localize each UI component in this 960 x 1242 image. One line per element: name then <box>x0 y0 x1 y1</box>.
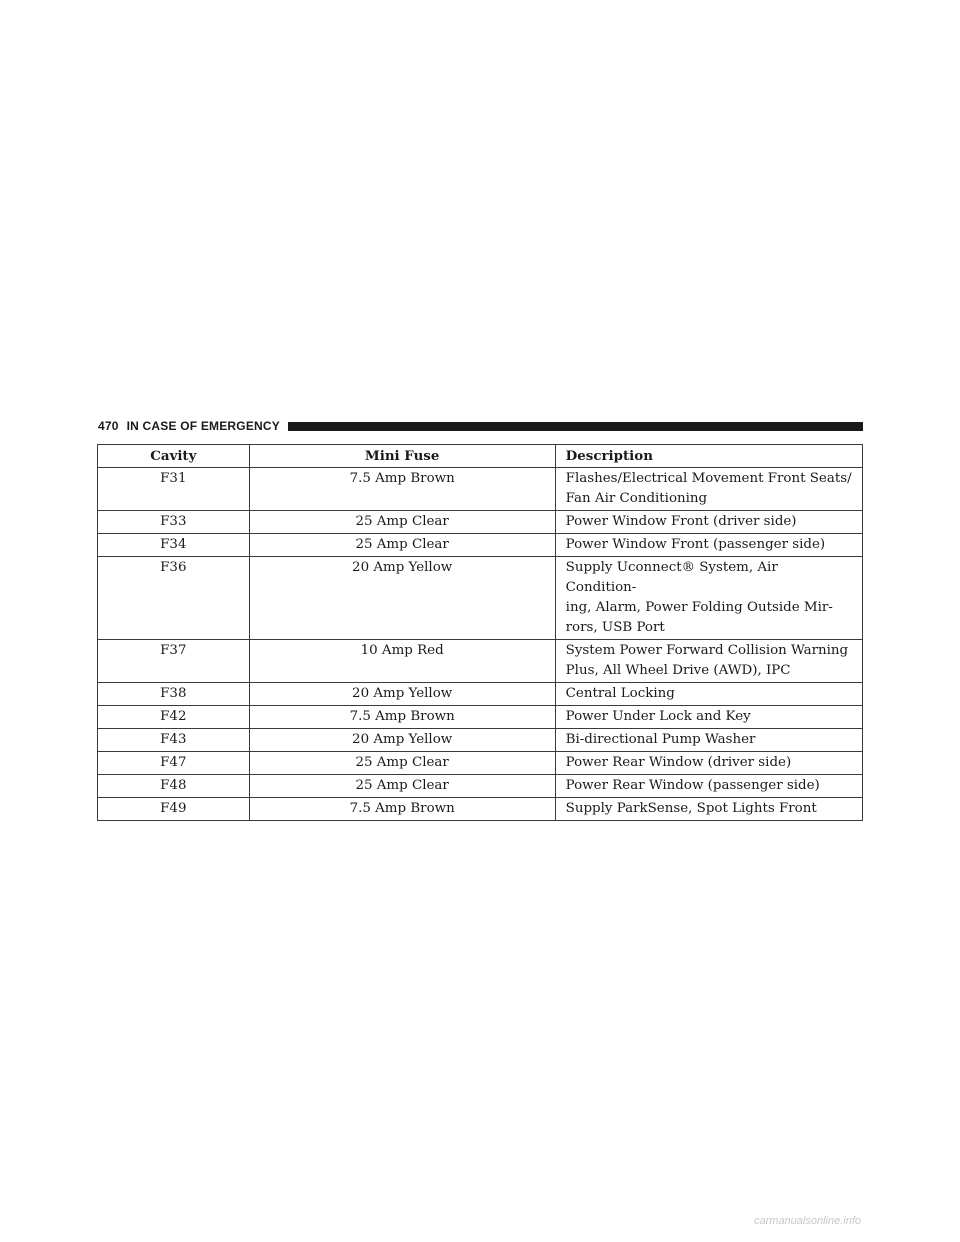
column-header-cavity: Cavity <box>98 445 250 468</box>
fuse-table <box>97 444 863 821</box>
table-row <box>98 798 863 821</box>
mini-fuse-cell: 20 Amp Yellow <box>249 557 555 640</box>
description-cell: Power Under Lock and Key <box>555 706 862 729</box>
cavity-cell: F31 <box>98 468 250 511</box>
table-row <box>98 640 863 683</box>
description-cell: Flashes/Electrical Movement Front Seats/ Fan Air Conditioning <box>555 468 862 511</box>
mini-fuse-cell: 20 Amp Yellow <box>249 683 555 706</box>
column-header-description: Description <box>555 445 862 468</box>
fuse-table-body <box>98 468 863 821</box>
mini-fuse-cell: 10 Amp Red <box>249 640 555 683</box>
watermark: carmanualsonline.info <box>754 1215 862 1227</box>
description-cell: Power Window Front (driver side) <box>555 511 862 534</box>
table-header-row <box>98 445 863 468</box>
mini-fuse-cell: 25 Amp Clear <box>249 775 555 798</box>
mini-fuse-cell: 25 Amp Clear <box>249 534 555 557</box>
description-cell: Power Window Front (passenger side) <box>555 534 862 557</box>
column-header-mini-fuse: Mini Fuse <box>249 445 555 468</box>
mini-fuse-cell: 25 Amp Clear <box>249 511 555 534</box>
description-cell: Supply Uconnect® System, Air Condition- ing, Alarm, Power Folding Outside Mir- rors, USB Port <box>555 557 862 640</box>
section-title: IN CASE OF EMERGENCY <box>126 419 280 433</box>
description-cell: Bi-directional Pump Washer <box>555 729 862 752</box>
cavity-cell: F37 <box>98 640 250 683</box>
table-row <box>98 557 863 640</box>
cavity-cell: F33 <box>98 511 250 534</box>
table-row <box>98 468 863 511</box>
table-row <box>98 775 863 798</box>
description-cell: Supply ParkSense, Spot Lights Front <box>555 798 862 821</box>
page-header <box>98 418 863 434</box>
mini-fuse-cell: 7.5 Amp Brown <box>249 798 555 821</box>
table-row <box>98 729 863 752</box>
cavity-cell: F42 <box>98 706 250 729</box>
table-row <box>98 511 863 534</box>
cavity-cell: F48 <box>98 775 250 798</box>
cavity-cell: F47 <box>98 752 250 775</box>
table-row <box>98 683 863 706</box>
cavity-cell: F34 <box>98 534 250 557</box>
description-cell: Power Rear Window (driver side) <box>555 752 862 775</box>
mini-fuse-cell: 7.5 Amp Brown <box>249 468 555 511</box>
mini-fuse-cell: 20 Amp Yellow <box>249 729 555 752</box>
description-cell: System Power Forward Collision Warning Plus, All Wheel Drive (AWD), IPC <box>555 640 862 683</box>
cavity-cell: F43 <box>98 729 250 752</box>
mini-fuse-cell: 25 Amp Clear <box>249 752 555 775</box>
cavity-cell: F38 <box>98 683 250 706</box>
cavity-cell: F49 <box>98 798 250 821</box>
table-row <box>98 706 863 729</box>
table-row <box>98 534 863 557</box>
description-cell: Central Locking <box>555 683 862 706</box>
header-rule <box>288 422 863 431</box>
table-row <box>98 752 863 775</box>
page-number: 470 <box>98 419 119 433</box>
mini-fuse-cell: 7.5 Amp Brown <box>249 706 555 729</box>
description-cell: Power Rear Window (passenger side) <box>555 775 862 798</box>
cavity-cell: F36 <box>98 557 250 640</box>
